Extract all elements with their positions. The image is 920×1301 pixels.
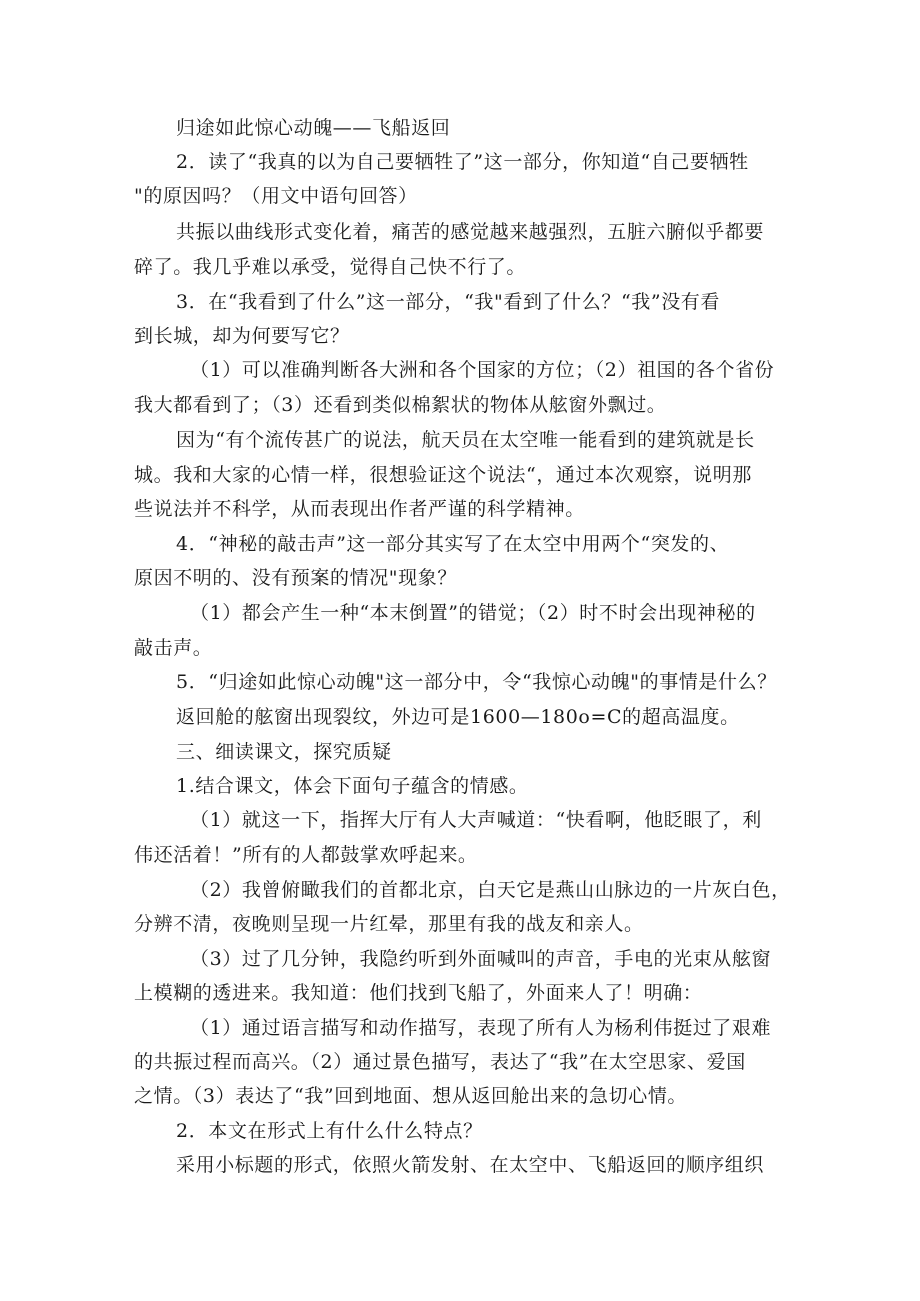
section-heading-3: 三、细读课文，探究质疑 bbox=[176, 741, 392, 763]
answer-3-reason: 因为“有个流传甚广的说法，航天员在太空唯一能看到的建筑就是长 bbox=[176, 429, 755, 451]
analysis-1: （1）通过语言描写和动作描写，表现了所有人为杨利伟挺过了艰难 bbox=[190, 1017, 772, 1039]
sentence-3-cont: 上模糊的透进来。我知道：他们找到飞船了，外面来人了！明确： bbox=[134, 982, 703, 1004]
question-2-cont: "的原因吗？（用文中语句回答） bbox=[134, 185, 418, 207]
answer-3-reason-cont-2: 些说法并不科学，从而表现出作者严谨的科学精神。 bbox=[134, 498, 585, 520]
question-3: 3．在“我看到了什么”这一部分，“我"看到了什么？“我”没有看 bbox=[176, 291, 720, 313]
section-heading-return: 归途如此惊心动魄——飞船返回 bbox=[176, 117, 451, 139]
analysis-1-cont-2: 之情。（3）表达了“我”回到地面、想从返回舱出来的急切心情。 bbox=[134, 1085, 688, 1107]
sentence-2-cont: 分辨不清，夜晚则呈现一片红晕，那里有我的战友和亲人。 bbox=[134, 913, 644, 935]
question-3-cont: 到长城，却为何要写它？ bbox=[134, 325, 350, 347]
answer-3: （1）可以准确判断各大洲和各个国家的方位；（2）祖国的各个省份 bbox=[190, 359, 775, 381]
answer-2-cont: 碎了。我几乎难以承受，觉得自己快不行了。 bbox=[134, 256, 527, 278]
sentence-1: （1）就这一下，指挥大厅有人大声喊道：“快看啊，他眨眼了，利 bbox=[190, 809, 762, 831]
answer-5: 返回舱的舷窗出现裂纹，外边可是1600—180o=C的超高温度。 bbox=[176, 706, 740, 728]
sentence-1-cont: 伟还活着！”所有的人都鼓掌欢呼起来。 bbox=[134, 844, 478, 866]
question-2: 2．读了“我真的以为自己要牺牲了”这一部分，你知道“自己要牺牲 bbox=[176, 151, 749, 173]
answer-2: 共振以曲线形式变化着，痛苦的感觉越来越强烈，五脏六腑似乎都要 bbox=[176, 221, 765, 243]
analysis-1-cont: 的共振过程而高兴。（2）通过景色描写，表达了“我”在太空思家、爱国 bbox=[134, 1051, 746, 1073]
task-2-answer: 采用小标题的形式，依照火箭发射、在太空中、飞船返回的顺序组织 bbox=[176, 1154, 765, 1176]
question-4: 4．“神秘的敲击声”这一部分其实写了在太空中用两个“突发的、 bbox=[176, 533, 730, 555]
answer-4: （1）都会产生一种“本末倒置”的错觉；（2）时不时会出现神秘的 bbox=[190, 602, 756, 624]
answer-4-cont: 敲击声。 bbox=[134, 637, 213, 659]
sentence-3: （3）过了几分钟，我隐约听到外面喊叫的声音，手电的光束从舷窗 bbox=[190, 948, 772, 970]
sentence-2: （2）我曾俯瞰我们的首都北京，白天它是燕山山脉边的一片灰白色， bbox=[190, 879, 791, 901]
question-5: 5．“归途如此惊心动魄"这一部分中，令“我惊心动魄"的事情是什么？ bbox=[176, 671, 777, 693]
answer-3-cont: 我大都看到了；（3）还看到类似棉絮状的物体从舷窗外飘过。 bbox=[134, 394, 667, 416]
task-1: 1.结合课文，体会下面句子蕴含的情感。 bbox=[176, 775, 529, 797]
question-4-cont: 原因不明的、没有预案的情况"现象？ bbox=[134, 567, 457, 589]
task-2: 2．本文在形式上有什么什么特点？ bbox=[176, 1120, 483, 1142]
answer-3-reason-cont-1: 城。我和大家的心情一样，很想验证这个说法“，通过本次观察，说明那 bbox=[134, 464, 752, 486]
